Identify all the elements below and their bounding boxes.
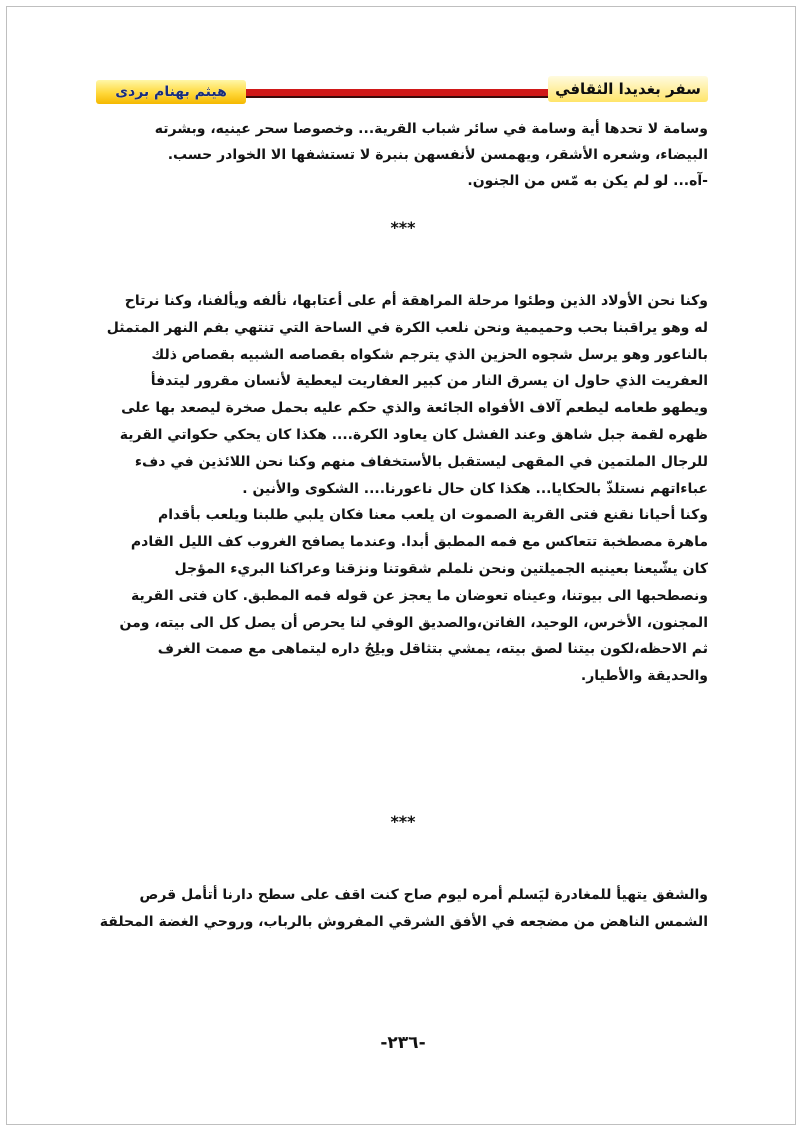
text-line: الشمس الناهض من مضجعه في الأفق الشرقي المفروش بالرباب، وروحي الغضة المحلقة <box>99 914 708 930</box>
text-line: المجنون، الأخرس، الوحيد، الفاتن،والصديق الوفي لنا يحرص أن يصل كل الى بيته، ومن <box>119 614 708 631</box>
paragraph-1 <box>96 118 708 196</box>
text-line: ويطهو طعامه ليطعم آلاف الأفواه الجائعة والذي حكم عليه بحمل صخرة ليصعد بها على <box>121 400 708 417</box>
text-line: العفريت الذي حاول ان يسرق النار من كبير العفاريت ليعطية لأنسان مقرور ليتدفأ <box>150 373 708 390</box>
section-separator: *** <box>390 812 416 831</box>
section-separator: *** <box>390 218 416 237</box>
text-line: ظهره لقمة جبل شاهق وعند الفشل كان يعاود الكرة.... هكذا كان يحكي حكواتي القرية <box>119 426 708 443</box>
text-line: وكنا نحن الأولاد الذين وطئوا مرحلة المراهقة أم على أعتابها، نألفه ويألفنا، وكنا نرتاح <box>124 293 708 309</box>
header-book-title: سفر بغديدا الثقافي <box>548 76 708 102</box>
text-line: -آه... لو لم يكن به مّس من الجنون. <box>467 173 708 189</box>
text-line: ماهرة مصطخبة تتعاكس مع فمه المطبق أبدا. وعندما يصافح الغروب كف الليل القادم <box>130 534 708 551</box>
text-line: البيضاء، وشعره الأشقر، ويهمسن لأنفسهن بنبرة لا تستشفها الا الخوادر حسب. <box>167 147 708 163</box>
text-line: له وهو يراقبنا بحب وحميمية ونحن نلعب الكرة في الساحة التي تنتهي بفم النهر المتمثل <box>106 319 708 336</box>
text-line: والشفق يتهيأ للمغادرة ليَسلم أمره ليوم صاح كنت اقف على سطح دارنا أتأمل قرص <box>139 887 708 903</box>
text-line: بالناعور وهو يرسل شجوه الحزين الذي يترجم شكواه بقصاصه الشبيه بقصاص ذلك <box>151 346 708 363</box>
page-number: -٢٣٦- <box>380 1033 426 1053</box>
text-line: والحديقة والأطيار. <box>580 668 708 685</box>
text-line: ونصطحبها الى بيوتنا، وعيناه تعوضان ما يعجز عن قوله فمه المطبق. كان فتى القرية <box>131 587 708 604</box>
text-line: ثم الاحظه،لكون بيتنا لصق بيته، يمشي بتثاقل ويلِجُ داره ليتماهى مع صمت الغرف <box>157 641 708 658</box>
text-line: للرجال الملتمين في المقهى ليستقبل بالأستخفاف منهم وكنا نحن اللائذين في دفء <box>134 453 708 470</box>
paragraph-3 <box>96 884 708 938</box>
text-line: كان يشّيعنا بعينيه الجميلتين ونحن نلملم شقوتنا ونزقنا وعراكنا البريء المؤجل <box>174 560 708 577</box>
paragraph-2 <box>96 290 708 692</box>
text-line: وكنا أحيانا نقنع فتى القرية الصموت ان يلعب معنا فكان يلبي طلبنا ويلعب بأقدام <box>157 507 708 524</box>
text-line: وسامة لا تحدها أية وسامة في سائر شباب القرية... وخصوصا سحر عينيه، وبشرته <box>154 121 708 137</box>
text-line: عباءاتهم نستلذّ بالحكايا... هكذا كان حال ناعورنا.... الشكوى والأنين . <box>242 480 708 497</box>
header-author-name: هيثم بهنام بردى <box>96 80 246 104</box>
running-header <box>96 80 708 114</box>
